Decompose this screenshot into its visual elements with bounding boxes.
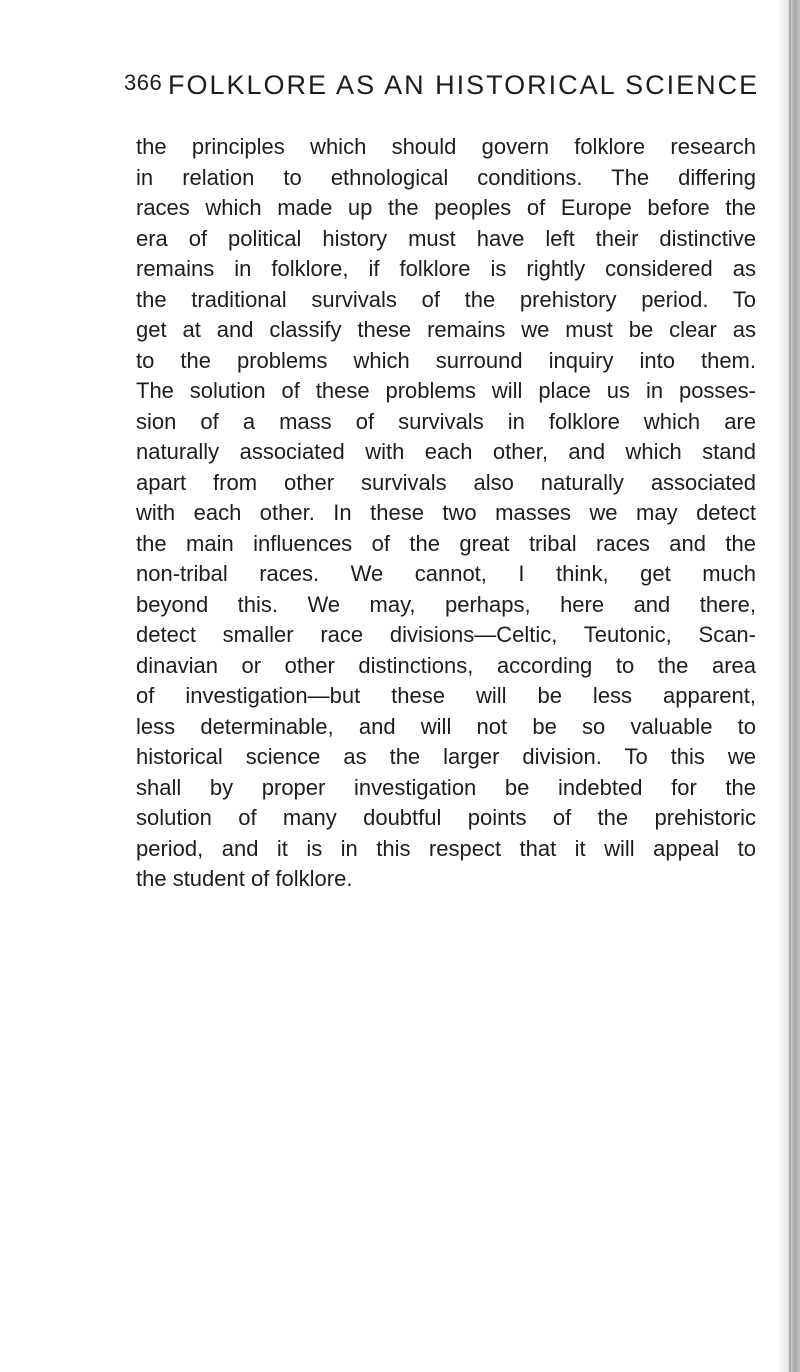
text-line: The solution of these problems will place us in posses-: [136, 378, 756, 403]
text-line: historical science as the larger division. To this we: [136, 744, 756, 769]
text-line: the student of folklore.: [136, 866, 353, 891]
text-line: races which made up the peoples of Europe before the: [136, 195, 756, 220]
text-line: with each other. In these two masses we may detect: [136, 500, 756, 525]
text-line: remains in folklore, if folklore is rightly considered as: [136, 256, 756, 281]
running-title: FOLKLORE AS AN HISTORICAL SCIENCE: [168, 70, 760, 100]
text-line: naturally associated with each other, and which stand: [136, 439, 756, 464]
page-edge-line: [789, 0, 791, 1372]
text-line: sion of a mass of survivals in folklore which are: [136, 408, 756, 434]
body-paragraph: [136, 132, 756, 895]
text-line: solution of many doubtful points of the prehistoric: [136, 805, 756, 830]
text-line: less determinable, and will not be so valuable to: [136, 713, 756, 739]
text-line: apart from other survivals also naturally associated: [136, 469, 756, 495]
text-line: to the problems which surround inquiry into them.: [136, 347, 756, 373]
text-line: the main influences of the great tribal races and the: [136, 530, 756, 556]
text-line: period, and it is in this respect that it will appeal to: [136, 835, 756, 861]
text-line: beyond this. We may, perhaps, here and there,: [136, 591, 756, 617]
page-number: 366: [124, 70, 163, 95]
text-line: the traditional survivals of the prehistory period. To: [136, 286, 756, 312]
text-line: get at and classify these remains we must be clear as: [136, 317, 756, 342]
text-line: the principles which should govern folklore research: [136, 134, 756, 159]
text-line: era of political history must have left their distinctive: [136, 225, 756, 251]
text-line: non-tribal races. We cannot, I think, get much: [136, 561, 756, 586]
text-line: in relation to ethnological conditions. The differing: [136, 164, 756, 190]
text-line: shall by proper investigation be indebted for the: [136, 774, 756, 800]
text-line: of investigation—but these will be less apparent,: [136, 683, 756, 708]
text-line: detect smaller race divisions—Celtic, Teutonic, Scan-: [136, 622, 756, 647]
running-head: [124, 60, 764, 110]
text-line: dinavian or other distinctions, according to the area: [136, 652, 756, 678]
